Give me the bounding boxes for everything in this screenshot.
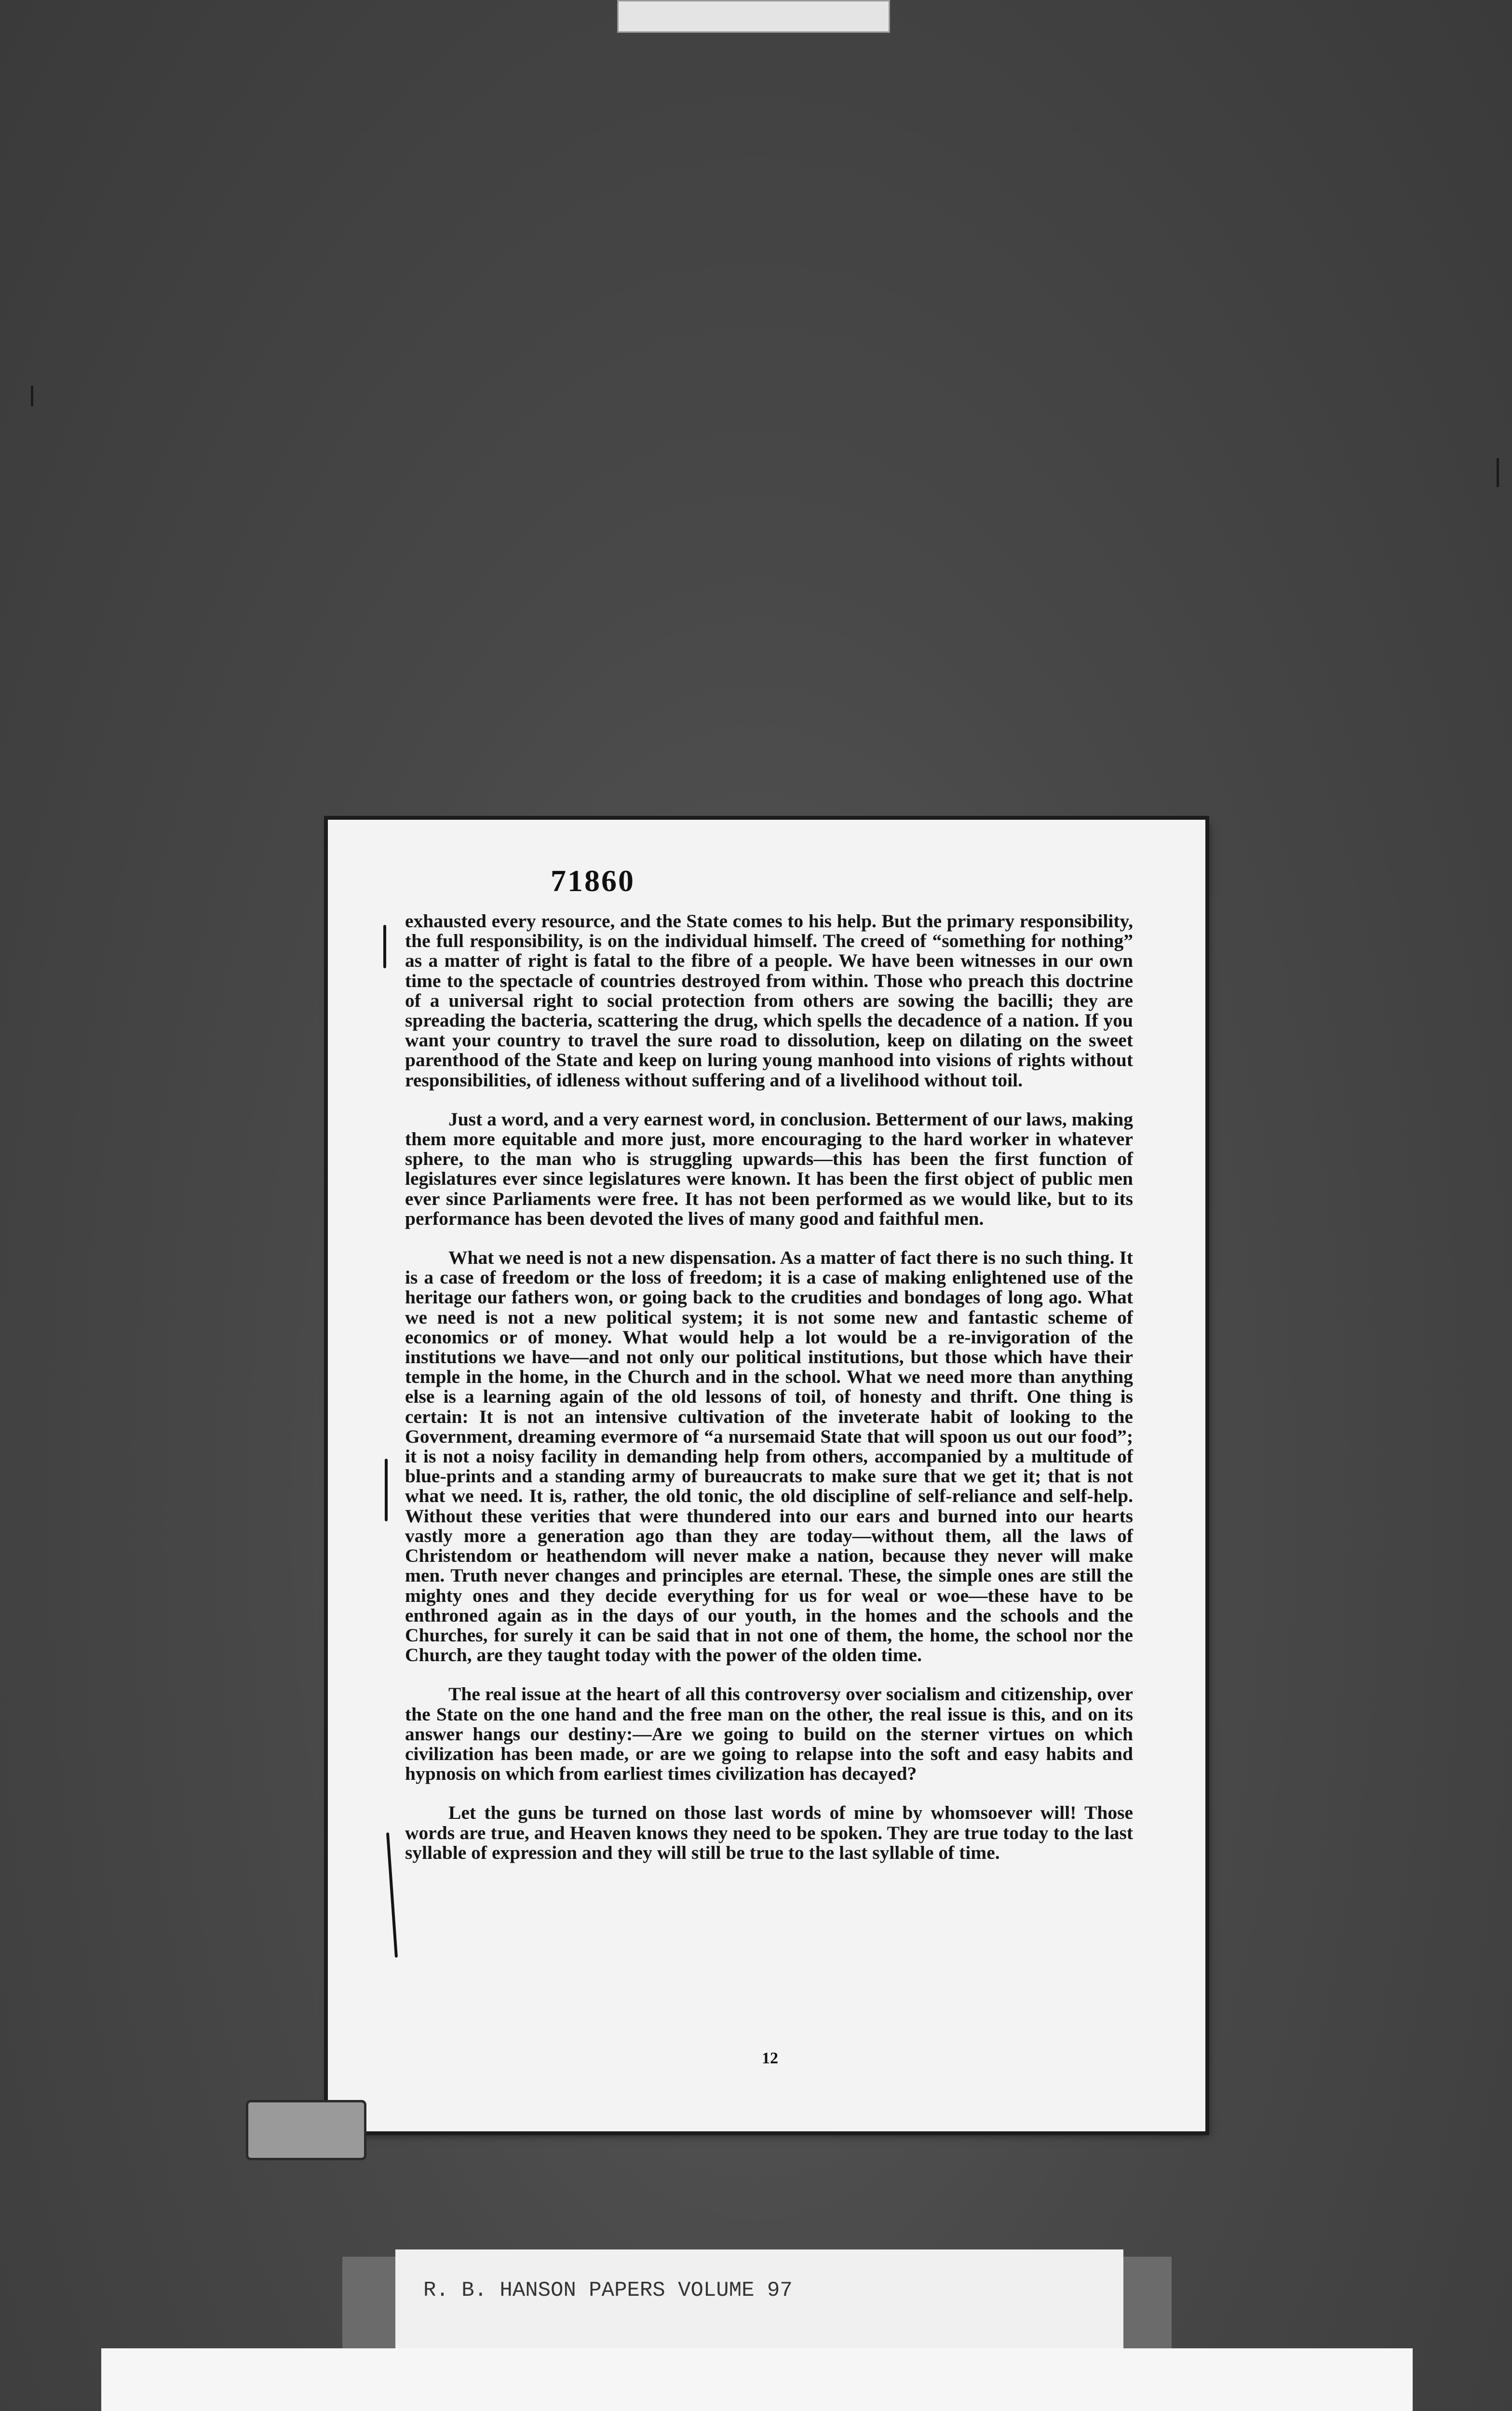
margin-mark (386, 1832, 398, 1958)
page-number: 12 (762, 2049, 778, 2067)
margin-mark (385, 1459, 388, 1521)
scratch-mark (31, 386, 33, 406)
paper-clip (246, 2100, 366, 2160)
archive-label (101, 2348, 1413, 2411)
document-body (405, 911, 1133, 1882)
document-number: 71860 (551, 864, 635, 898)
paragraph: Let the guns be turned on those last words of mine by whomsoever will! Those words are true, and Heaven knows they need to be spoken. They are true today to the last syllable of expression and they will still be true to the last syllable of time. (405, 1802, 1133, 1863)
top-tab (617, 0, 890, 33)
paragraph: What we need is not a new dispensation. As a matter of fact there is no such thing. It is a case of freedom or the loss of freedom; it is a case of making enlightened use of the heritage our fathers won, or going back to the crudities and bondages of long ago. What we need is not a new political system; it is not some new and fantastic scheme of economics or of money. What would help a lot would be a re-invigoration of the institutions we have—and not only our political institutions, but those which have their temple in the home, in the Church and in the school. What we need more than anything else is a learning again of the old lessons of toil, of honesty and thrift. One thing is certain: It is not an intensive cultivation of the inveterate habit of looking to the Government, dreaming evermore of “a nursemaid State that will spoon us out our food”; it is not a noisy facility in demanding help from others, accompanied by a multitude of blue-prints and a standing army of bureaucrats to make sure that we get it; that is not what we need. It is, rather, the old tonic, the old discipline of self-reliance and self-help. Without these verities that were thundered into our ears and burned into our hearts vastly more a generation ago than they are today—without them, all the laws of Christendom or heathendom will never make a nation, because they never will make men. Truth never changes and principles are eternal. These, the simple ones are still the mighty ones and they decide everything for us for weal or woe—these have to be enthroned again as in the days of our youth, in the homes and the schools and the Churches, for surely it can be said that in not one of them, the home, the school nor the Church, are they taught today with the power of the olden time. (405, 1247, 1133, 1666)
paragraph: Just a word, and a very earnest word, in conclusion. Betterment of our laws, making them more equitable and more just, more encouraging to the hard worker in whatever sphere, to the man who is struggling upwards—this has been the first function of legislatures ever since legislatures were known. It has been the first object of public men ever since Parliaments were free. It has not been performed as we would like, but to its performance has been devoted the lives of many good and faithful men. (405, 1108, 1133, 1229)
paragraph: The real issue at the heart of all this controversy over socialism and citizenship, over the State on the one hand and the free man on the other, the real issue is this, and on its answer hangs our destiny:—Are we going to build on the sterner virtues on which civilization has been made, or are we going to relapse into the soft and easy habits and hypnosis on which from earliest times civilization has decayed? (405, 1683, 1133, 1785)
margin-mark (383, 925, 386, 968)
volume-label-text: R. B. HANSON PAPERS VOLUME 97 (423, 2278, 793, 2303)
document-page (328, 820, 1205, 2131)
volume-label (395, 2249, 1123, 2353)
paragraph: exhausted every resource, and the State comes to his help. But the primary responsibility, the full responsibility, is on the individual himself. The creed of “something for nothing” as a matter of right is fatal to the fibre of a people. We have been witnesses in our own time to the spectacle of countries destroyed from within. Those who preach this doctrine of a universal right to social protection from others are sowing the bacilli; they are spreading the bacteria, scattering the drug, which spells the decadence of a nation. If you want your country to travel the sure road to dissolution, keep on dilating on the sweet parenthood of the State and keep on luring young manhood into visions of rights without responsibilities, of idleness without suffering and of a livelihood without toil. (405, 910, 1133, 1091)
scratch-mark (1497, 458, 1499, 487)
